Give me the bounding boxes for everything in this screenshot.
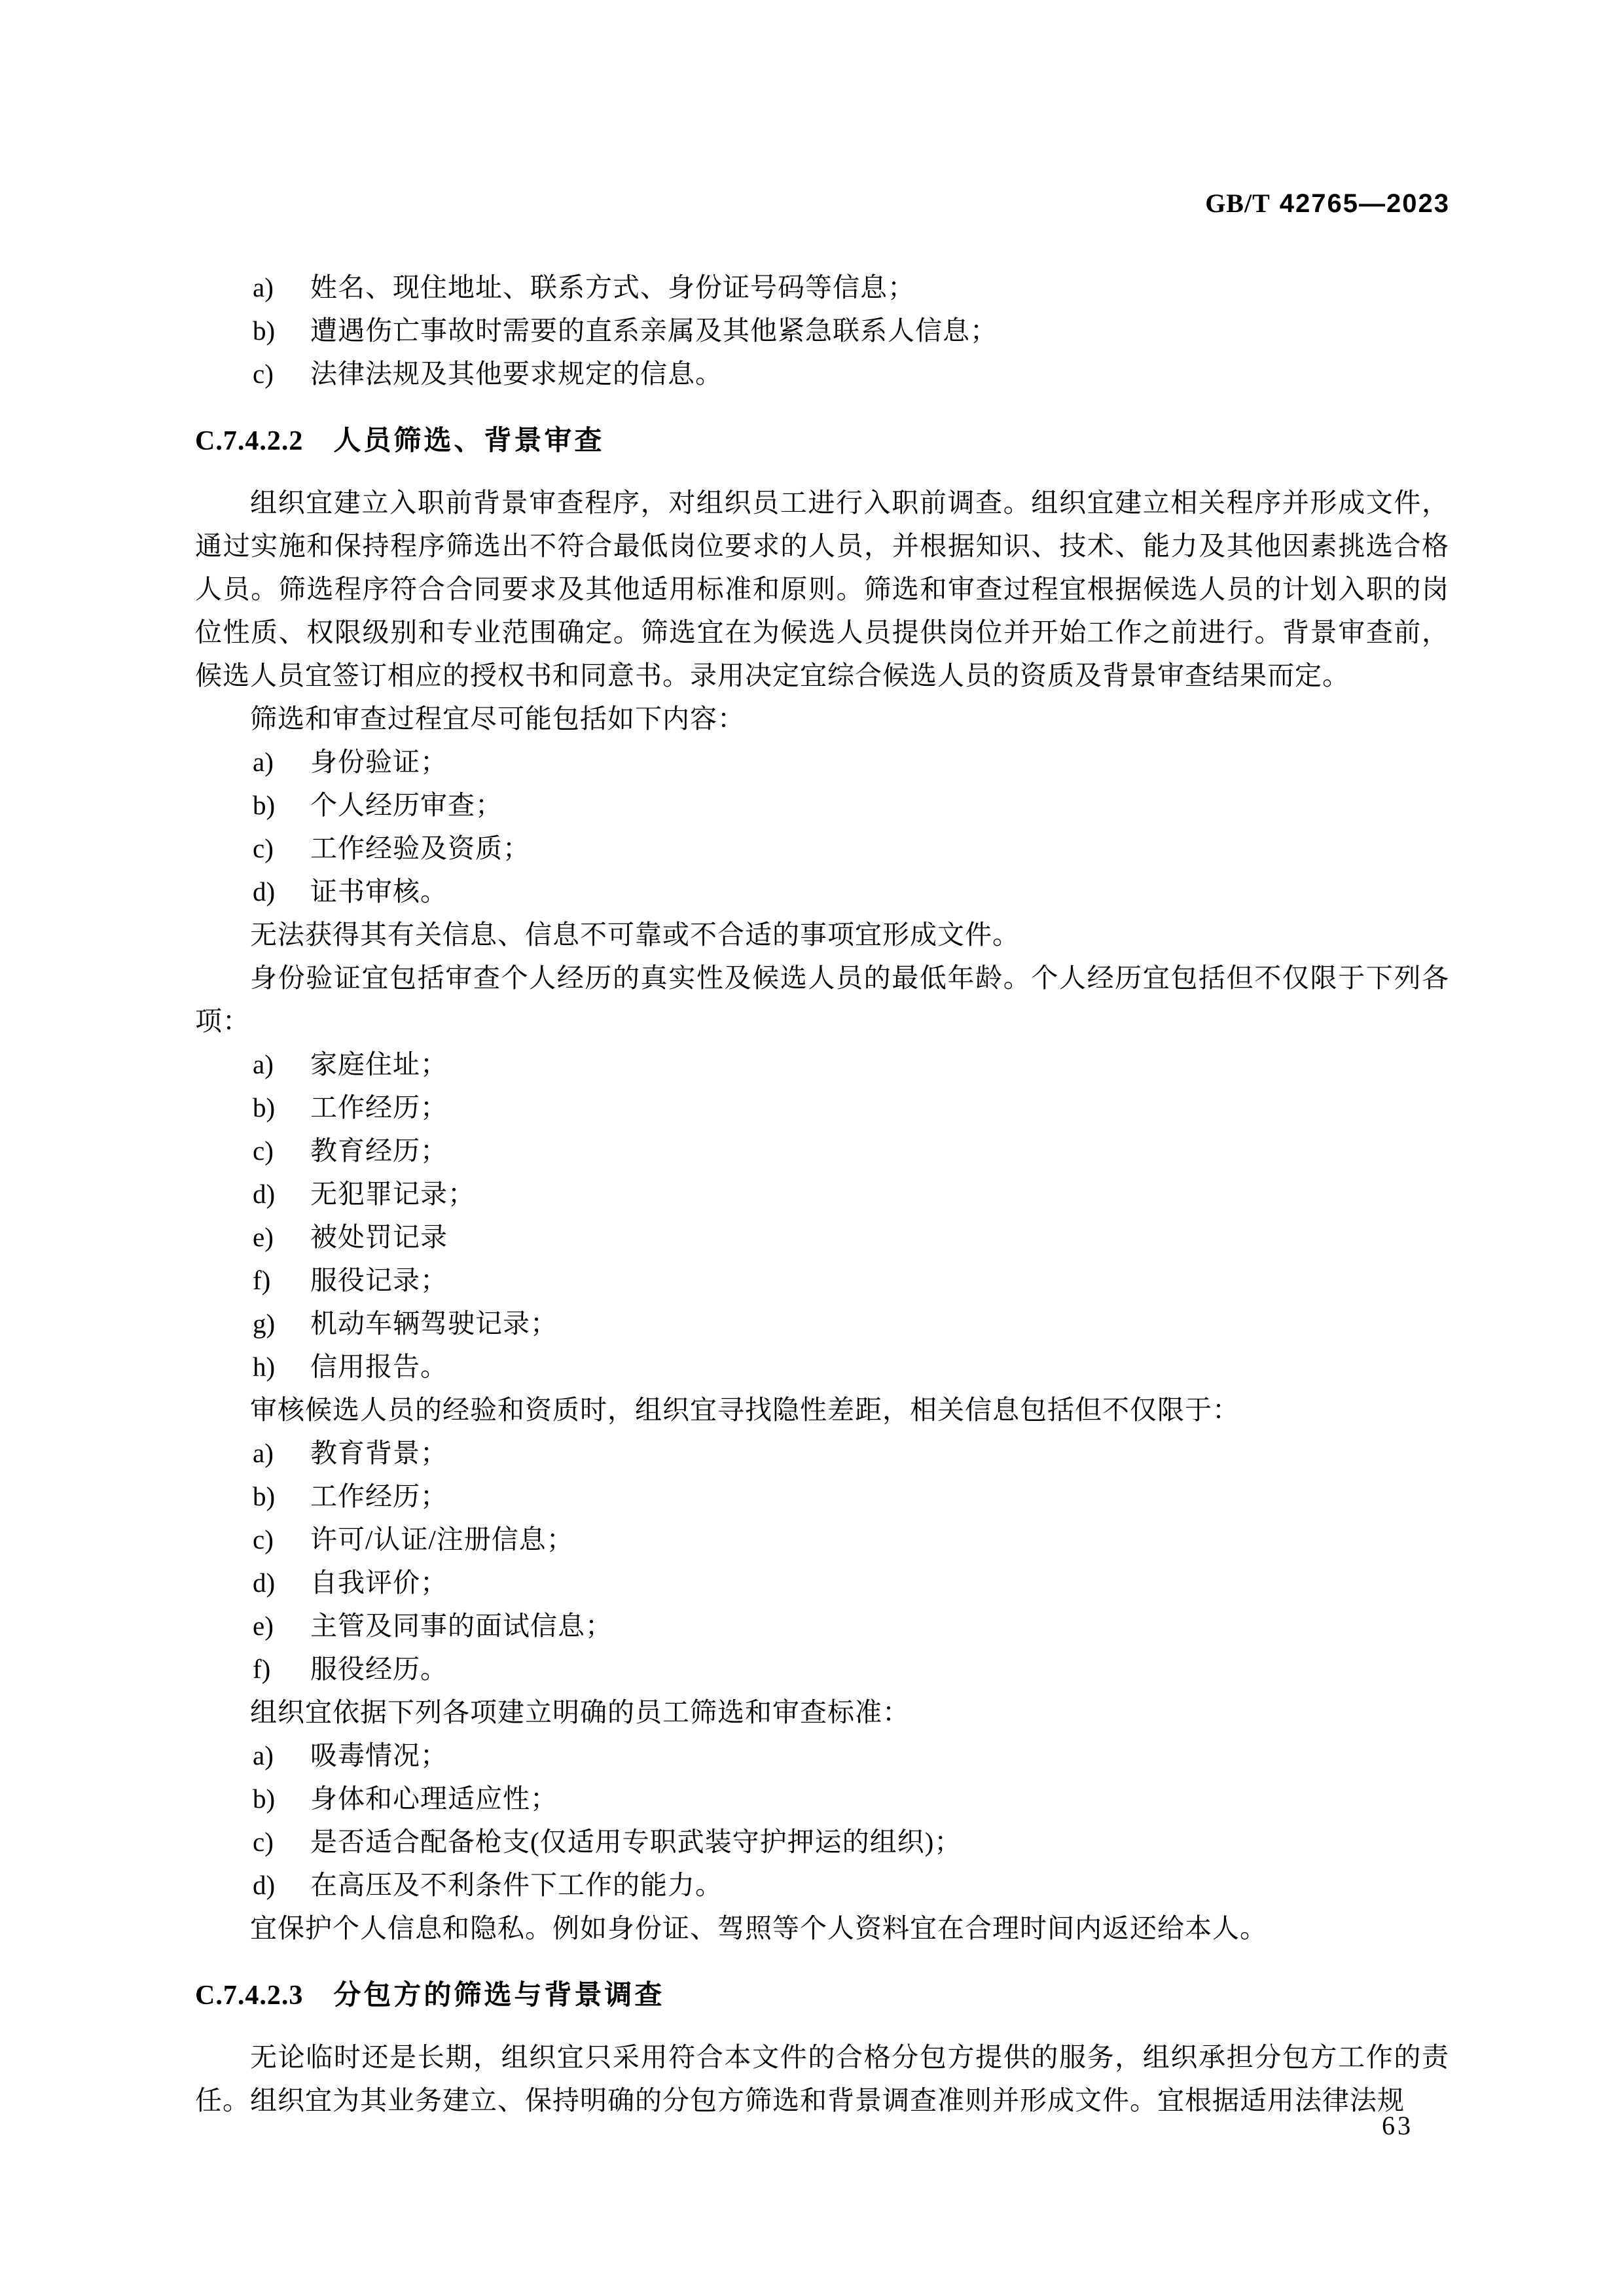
list-item-label: d) <box>253 876 276 906</box>
list-item <box>195 1086 1449 1129</box>
list-item <box>195 740 1449 783</box>
paragraph: 筛选和审查过程宜尽可能包括如下内容： <box>250 704 745 734</box>
list-item-label: b) <box>253 790 276 820</box>
hidden-gap-list <box>195 1431 1449 1691</box>
list-item <box>195 870 1449 913</box>
list-item <box>195 1863 1449 1907</box>
list-item-label: c) <box>253 833 274 863</box>
paragraph: 审核候选人员的经验和资质时，组织宜寻找隐性差距，相关信息包括但不仅限于： <box>250 1395 1240 1425</box>
paragraph: 无论临时还是长期，组织宜只采用符合本文件的合格分包方提供的服务，组织承担分包方工作的责任。组织宜为其业务建立、保持明确的分包方筛选和背景调查准则并形成文件。宜根据适用法律法规 <box>195 2042 1449 2115</box>
list-item <box>195 1129 1449 1172</box>
list-item-label: a) <box>253 1740 274 1770</box>
list-item <box>195 1431 1449 1475</box>
list-item-label: b) <box>253 1092 276 1122</box>
list-item <box>195 1518 1449 1561</box>
list-item-label: d) <box>253 1568 276 1598</box>
list-item-label: e) <box>253 1222 274 1252</box>
list-item <box>195 827 1449 870</box>
list-item-text: 证书审核。 <box>310 876 448 906</box>
paragraph: 身份验证宜包括审查个人经历的真实性及候选人员的最低年龄。个人经历宜包括但不仅限于下列各项： <box>195 963 1449 1036</box>
intro-list <box>195 266 1449 395</box>
list-item-text: 服役经历。 <box>310 1654 448 1684</box>
list-item-label: d) <box>253 1870 276 1900</box>
list-item <box>195 1215 1449 1259</box>
list-item <box>195 1647 1449 1691</box>
list-item-text: 工作经历； <box>310 1092 448 1122</box>
list-item <box>195 1820 1449 1863</box>
list-item-text: 吸毒情况； <box>310 1740 448 1770</box>
list-item-label: a) <box>253 272 274 302</box>
list-item <box>195 1259 1449 1302</box>
list-item-text: 工作经验及资质； <box>310 833 530 863</box>
list-item <box>195 1475 1449 1518</box>
list-item-label: d) <box>253 1179 276 1209</box>
list-item-text: 身体和心理适应性； <box>310 1784 558 1814</box>
list-item-label: b) <box>253 1481 276 1511</box>
paragraph: 组织宜建立入职前背景审查程序，对组织员工进行入职前调查。组织宜建立相关程序并形成文件，通过实施和保持程序筛选出不符合最低岗位要求的人员，并根据知识、技术、能力及其他因素挑选合格人员。筛选程序符合合同要求及其他适用标准和原则。筛选和审查过程宜根据候选人员的计划入职的岗位性质、权限级别和专业范围确定。筛选宜在为候选人员提供岗位并开始工作之前进行。背景审查前，候选人员宜签订相应的授权书和同意书。录用决定宜综合候选人员的资质及背景审查结果而定。 <box>195 488 1449 691</box>
clause-number: C.7.4.2.2 <box>195 426 304 456</box>
list-item-label: c) <box>253 359 274 389</box>
list-item-label: a) <box>253 1049 274 1079</box>
list-item-text: 教育背景； <box>310 1438 448 1468</box>
paragraph: 无法获得其有关信息、信息不可靠或不合适的事项宜形成文件。 <box>250 920 1020 950</box>
list-item-label: c) <box>253 1524 274 1554</box>
list-item-text: 无犯罪记录； <box>310 1179 475 1209</box>
list-item-text: 自我评价； <box>310 1568 448 1598</box>
list-item <box>195 266 1449 309</box>
standard-code-prefix: GB/T <box>1205 188 1271 218</box>
clause-number: C.7.4.2.3 <box>195 1981 304 2011</box>
list-item <box>195 1043 1449 1086</box>
list-item <box>195 1777 1449 1820</box>
list-item <box>195 1561 1449 1604</box>
list-item <box>195 1734 1449 1777</box>
list-item-text: 服役记录； <box>310 1265 448 1295</box>
list-item <box>195 352 1449 395</box>
list-item-label: g) <box>253 1308 276 1338</box>
standard-code-header <box>1205 188 1450 219</box>
list-item-text: 许可/认证/注册信息； <box>310 1524 574 1554</box>
page-content <box>195 266 1449 2122</box>
clause-title: 人员筛选、背景审查 <box>333 425 605 456</box>
list-item-label: e) <box>253 1611 274 1641</box>
list-item-text: 工作经历； <box>310 1481 448 1511</box>
clause-heading-C7423 <box>195 1975 1449 2016</box>
personal-history-list <box>195 1043 1449 1388</box>
list-item-text: 是否适合配备枪支(仅适用专职武装守护押运的组织)； <box>310 1827 962 1857</box>
list-item-text: 身份验证； <box>310 747 448 777</box>
list-item <box>195 1302 1449 1345</box>
list-item-text: 个人经历审查； <box>310 790 503 820</box>
list-item-text: 在高压及不利条件下工作的能力。 <box>310 1870 723 1900</box>
list-item-text: 信用报告。 <box>310 1352 448 1382</box>
list-item-text: 机动车辆驾驶记录； <box>310 1308 558 1338</box>
page-number: 63 <box>1382 2111 1413 2140</box>
paragraph: 组织宜依据下列各项建立明确的员工筛选和审查标准： <box>250 1697 910 1727</box>
list-item <box>195 783 1449 827</box>
standard-code-number: 42765—2023 <box>1279 189 1450 218</box>
list-item <box>195 309 1449 352</box>
list-item-text: 法律法规及其他要求规定的信息。 <box>310 359 723 389</box>
list-item-label: a) <box>253 747 274 777</box>
list-item-label: a) <box>253 1438 274 1468</box>
screening-criteria-list <box>195 1734 1449 1907</box>
list-item-label: c) <box>253 1136 274 1166</box>
clause-title: 分包方的筛选与背景调查 <box>333 1979 665 2010</box>
list-item <box>195 1345 1449 1388</box>
list-item-text: 主管及同事的面试信息； <box>310 1611 613 1641</box>
list-item-text: 遭遇伤亡事故时需要的直系亲属及其他紧急联系人信息； <box>310 315 998 346</box>
clause-heading-C7422 <box>195 420 1449 461</box>
paragraph: 宜保护个人信息和隐私。例如身份证、驾照等个人资料宜在合理时间内返还给本人。 <box>250 1913 1267 1943</box>
list-item-label: b) <box>253 315 276 346</box>
list-item-label: b) <box>253 1784 276 1814</box>
list-item-label: h) <box>253 1352 276 1382</box>
list-item-label: f) <box>253 1654 271 1684</box>
screening-content-list <box>195 740 1449 913</box>
list-item-text: 被处罚记录 <box>310 1222 448 1252</box>
list-item-text: 姓名、现住地址、联系方式、身份证号码等信息； <box>310 272 915 302</box>
list-item-label: c) <box>253 1827 274 1857</box>
list-item-text: 教育经历； <box>310 1136 448 1166</box>
list-item-label: f) <box>253 1265 271 1295</box>
list-item <box>195 1172 1449 1215</box>
list-item-text: 家庭住址； <box>310 1049 448 1079</box>
list-item <box>195 1604 1449 1647</box>
